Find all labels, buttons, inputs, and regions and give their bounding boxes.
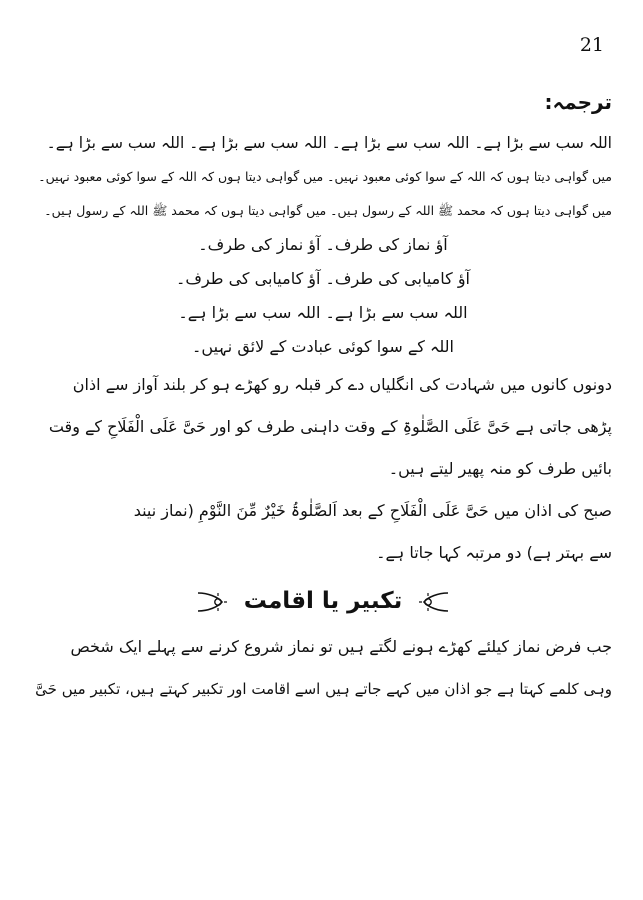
translation-centered-line: آؤ کامیابی کی طرف۔ آؤ کامیابی کی طرف۔ — [175, 269, 470, 288]
page-content — [34, 90, 612, 710]
instruction-line: دونوں کانوں میں شہادت کی انگلیاں دے کر قبلہ رو کھڑے ہو کر بلند آواز سے اذان — [72, 375, 612, 394]
section-title — [34, 578, 612, 624]
translation-centered-line: آؤ نماز کی طرف۔ آؤ نماز کی طرف۔ — [198, 235, 448, 254]
ornament-right-icon — [418, 589, 452, 615]
translation-line: اللہ سب سے بڑا ہے۔ اللہ سب سے بڑا ہے۔ اللہ سب سے بڑا ہے۔ اللہ سب سے بڑا ہے۔ — [46, 134, 612, 152]
instruction-line: بائیں طرف کو منہ پھیر لیتے ہیں۔ — [388, 459, 612, 478]
translation-heading: ترجمہ: — [544, 90, 612, 114]
instruction-line: صبح کی اذان میں حَیَّ عَلَی الْفَلَاحِ کے بعد اَلصَّلٰوۃُ خَیْرٌ مِّنَ النَّوْمِ (نماز نیند — [133, 501, 612, 520]
takbeer-section — [34, 626, 612, 710]
translation-line: میں گواہی دیتا ہوں کہ اللہ کے سوا کوئی معبود نہیں۔ میں گواہی دیتا ہوں کہ اللہ کے سوا کوئی معبود نہیں۔ — [38, 169, 612, 184]
instruction-line: پڑھی جاتی ہے حَیَّ عَلَی الصَّلٰوۃِ کے وقت داہنی طرف کو اور حَیَّ عَلَی الْفَلَاحِ کے وقت — [48, 417, 612, 436]
translation-line: میں گواہی دیتا ہوں کہ محمد ﷺ اللہ کے رسول ہیں۔ میں گواہی دیتا ہوں کہ محمد ﷺ اللہ کے رسول ہیں۔ — [44, 203, 612, 218]
translation-centered-line: اللہ کے سوا کوئی عبادت کے لائق نہیں۔ — [192, 337, 454, 356]
azan-instructions — [34, 364, 612, 574]
instruction-line: سے بہتر ہے) دو مرتبہ کہا جاتا ہے۔ — [376, 543, 612, 562]
section-line: جب فرض نماز کیلئے کھڑے ہونے لگتے ہیں تو نماز شروع کرنے سے پہلے ایک شخص — [70, 637, 612, 656]
translation-centered-line: اللہ سب سے بڑا ہے۔ اللہ سب سے بڑا ہے۔ — [178, 303, 468, 322]
section-line: وہی کلمے کہتا ہے جو اذان میں کہے جاتے ہیں اسے اقامت اور تکبیر کہتے ہیں، تکبیر میں حَیَّ — [35, 680, 612, 698]
section-title-text: تکبیر یا اقامت — [243, 588, 403, 614]
ornament-left-icon — [194, 589, 228, 615]
page-number: 21 — [579, 34, 604, 56]
translation-block — [34, 126, 612, 364]
